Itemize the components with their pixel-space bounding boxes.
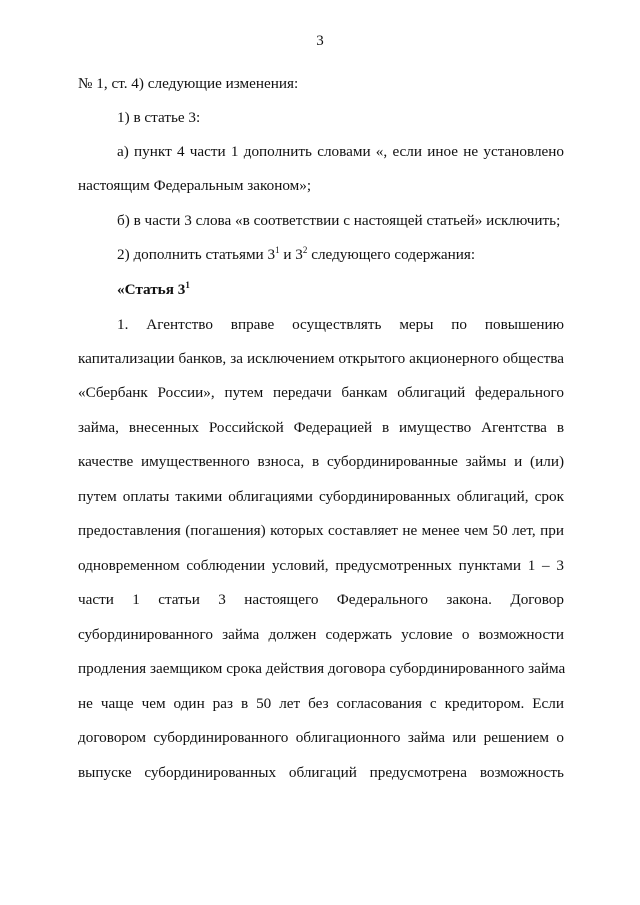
item-2-part-3: следующего содержания: <box>307 246 476 263</box>
item-1-line: 1) в статье 3: <box>117 109 201 126</box>
article-heading-text: «Статья 3 <box>117 281 186 298</box>
paragraph-line-13: договором субординированного облигационного займа или решением о <box>78 729 564 746</box>
paragraph-line-6: путем оплаты такими облигациями субординированных облигаций, срок <box>78 488 564 505</box>
paragraph-line-11: продления заемщиком срока действия договора субординированного займа <box>78 660 566 677</box>
paragraph-line-10: субординированного займа должен содержать условие о возможности <box>78 626 564 643</box>
item-a-line-1: а) пункт 4 части 1 дополнить словами «, если иное не установлено <box>117 143 564 160</box>
article-heading <box>117 280 564 300</box>
paragraph-line-5: качестве имущественного взноса, в субординированные займы и (или) <box>78 453 564 470</box>
page-number: 3 <box>316 33 324 49</box>
paragraph-line-2: капитализации банков, за исключением открытого акционерного общества <box>78 350 564 367</box>
paragraph-line-3: «Сбербанк России», путем передачи банкам облигаций федерального <box>78 384 564 401</box>
paragraph-line-14: выпуске субординированных облигаций предусмотрена возможность <box>78 764 564 781</box>
item-2-line <box>117 245 564 265</box>
article-heading-superscript: 1 <box>185 280 190 290</box>
paragraph-line-12: не чаще чем один раз в 50 лет без согласования с кредитором. Если <box>78 695 564 712</box>
paragraph-line-9: части 1 статьи 3 настоящего Федерального закона. Договор <box>78 591 564 608</box>
item-2-part-2: и 3 <box>279 246 303 263</box>
intro-line: № 1, ст. 4) следующие изменения: <box>78 75 299 92</box>
paragraph-line-7: предоставления (погашения) которых составляет не менее чем 50 лет, при <box>78 522 564 539</box>
item-b-line: б) в части 3 слова «в соответствии с настоящей статьей» исключить; <box>117 212 561 229</box>
paragraph-line-4: займа, внесенных Российской Федерацией в имущество Агентства в <box>78 419 564 436</box>
item-a-line-2: настоящим Федеральным законом»; <box>78 177 312 194</box>
paragraph-line-8: одновременном соблюдении условий, предусмотренных пунктами 1 – 3 <box>78 557 564 574</box>
paragraph-line-1: 1. Агентство вправе осуществлять меры по повышению <box>117 316 564 333</box>
item-2-superscript-1: 1 <box>275 245 280 255</box>
item-2-part-1: 2) дополнить статьями 3 <box>117 246 276 263</box>
item-2-superscript-2: 2 <box>302 245 308 255</box>
